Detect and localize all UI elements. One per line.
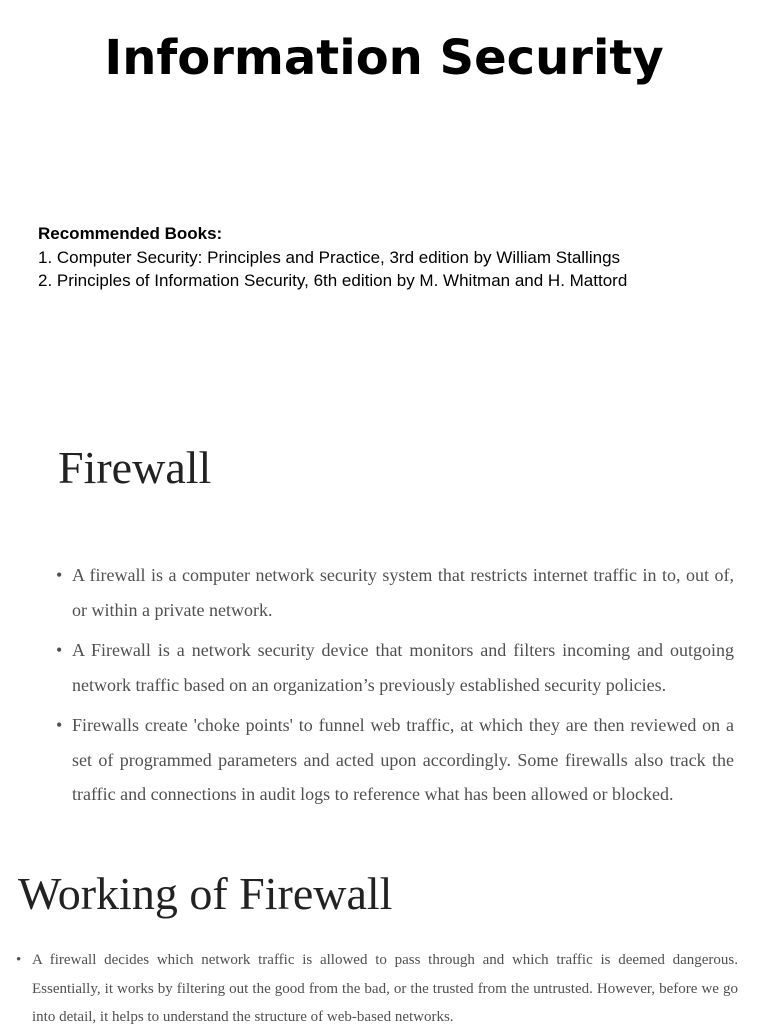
bullet-icon: • xyxy=(56,565,63,585)
bullet-text: Firewalls create 'choke points' to funnel web traffic, at which they are then reviewed on a set of programmed parameters and acted upon accordingly. Some firewalls also track the traffic and connections in audit logs to reference what has been allowed or blocked. xyxy=(72,715,734,804)
firewall-bullet-list xyxy=(56,558,734,868)
book-item: 2. Principles of Information Security, 6th edition by M. Whitman and H. Mattord xyxy=(38,271,628,290)
bullet-icon: • xyxy=(16,952,22,968)
list-item xyxy=(56,708,734,812)
bullet-icon: • xyxy=(56,640,63,660)
book-item: 1. Computer Security: Principles and Practice, 3rd edition by William Stallings xyxy=(38,247,621,267)
list-item xyxy=(56,633,734,702)
page-title: Information Security xyxy=(104,30,664,86)
working-of-firewall-heading: Working of Firewall xyxy=(18,868,393,919)
bullet-icon: • xyxy=(56,715,63,735)
books-heading: Recommended Books: xyxy=(38,224,223,243)
recommended-books xyxy=(38,222,758,293)
firewall-heading: Firewall xyxy=(58,442,212,493)
bullet-text: A Firewall is a network security device that monitors and filters incoming and outgoing network traffic based on an organization’s previously established security policies. xyxy=(72,640,734,695)
bullet-text: A firewall is a computer network security system that restricts internet traffic in to, out of, or within a private network. xyxy=(72,565,734,620)
list-item xyxy=(56,558,734,627)
bullet-text: A firewall decides which network traffic is allowed to pass through and which traffic is deemed dangerous. Essentially, it works by filtering out the good from the bad, or the trusted from the untrusted. However, before we go into detail, it helps to understand the structure of web-based networks. xyxy=(32,952,738,1024)
working-bullet-list xyxy=(16,946,738,1024)
list-item xyxy=(16,946,738,1024)
